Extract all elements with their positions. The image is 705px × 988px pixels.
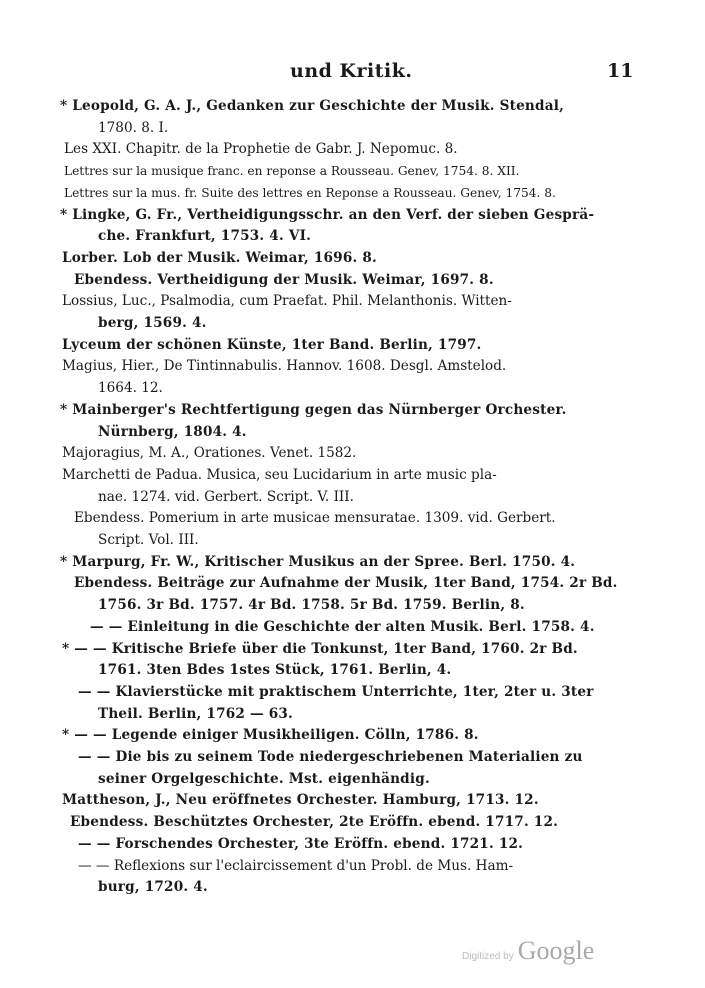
entry-line: * Mainberger's Rechtfertigung gegen das Nürnberger Orchester. bbox=[60, 402, 567, 418]
entry-line: Lossius, Luc., Psalmodia, cum Praefat. Phil. Melanthonis. Witten- bbox=[62, 293, 512, 309]
entry-line: Ebendess. Beschütztes Orchester, 2te Eröffn. ebend. 1717. 12. bbox=[70, 814, 559, 830]
entry-line: Lyceum der schönen Künste, 1ter Band. Berlin, 1797. bbox=[62, 337, 482, 353]
entry-line: * — — Legende einiger Musikheiligen. Cölln, 1786. 8. bbox=[62, 727, 479, 743]
entry-line: — — Forschendes Orchester, 3te Eröffn. ebend. 1721. 12. bbox=[78, 836, 524, 852]
entry-line: * Lingke, G. Fr., Vertheidigungsschr. an den Verf. der sieben Gesprä- bbox=[60, 207, 595, 223]
entry-line: — — Die bis zu seinem Tode niedergeschriebenen Materialien zu bbox=[78, 749, 583, 765]
entry-line: * Leopold, G. A. J., Gedanken zur Geschichte der Musik. Stendal, bbox=[60, 98, 565, 114]
running-title: und Kritik. bbox=[290, 60, 413, 82]
page-number: 11 bbox=[607, 60, 634, 82]
entry-line: Theil. Berlin, 1762 — 63. bbox=[98, 706, 293, 722]
entry-line: Lettres sur la mus. fr. Suite des lettres en Reponse a Rousseau. Genev, 1754. 8. bbox=[64, 186, 556, 200]
entry-line: burg, 1720. 4. bbox=[98, 879, 208, 895]
entry-line: Ebendess. Beiträge zur Aufnahme der Musik, 1ter Band, 1754. 2r Bd. bbox=[74, 575, 618, 591]
entry-line: Magius, Hier., De Tintinnabulis. Hannov. 1608. Desgl. Amstelod. bbox=[62, 358, 507, 374]
entry-line: Nürnberg, 1804. 4. bbox=[98, 424, 247, 440]
entry-line: Les XXI. Chapitr. de la Prophetie de Gabr. J. Nepomuc. 8. bbox=[64, 141, 458, 157]
entry-line: Lettres sur la musique franc. en reponse a Rousseau. Genev, 1754. 8. XII. bbox=[64, 164, 520, 178]
digitized-label: Digitized by bbox=[462, 951, 514, 962]
entry-line: Majoragius, M. A., Orationes. Venet. 1582. bbox=[62, 445, 357, 461]
entry-line: Ebendess. Pomerium in arte musicae mensuratae. 1309. vid. Gerbert. bbox=[74, 510, 556, 526]
digitized-watermark bbox=[462, 936, 594, 966]
entry-line: 1756. 3r Bd. 1757. 4r Bd. 1758. 5r Bd. 1759. Berlin, 8. bbox=[98, 597, 525, 613]
entry-line: — — Reflexions sur l'eclaircissement d'un Probl. de Mus. Ham- bbox=[78, 858, 514, 874]
entry-line: — — Klavierstücke mit praktischem Unterrichte, 1ter, 2ter u. 3ter bbox=[78, 684, 594, 700]
entry-line: 1664. 12. bbox=[98, 380, 163, 396]
entry-line: Mattheson, J., Neu eröffnetes Orchester. Hamburg, 1713. 12. bbox=[62, 792, 539, 808]
entry-line: * — — Kritische Briefe über die Tonkunst, 1ter Band, 1760. 2r Bd. bbox=[62, 641, 578, 657]
entry-line: Ebendess. Vertheidigung der Musik. Weimar, 1697. 8. bbox=[74, 272, 494, 288]
entry-line: 1780. 8. I. bbox=[98, 120, 169, 136]
entry-line: Marchetti de Padua. Musica, seu Lucidarium in arte music pla- bbox=[62, 467, 497, 483]
entry-line: Lorber. Lob der Musik. Weimar, 1696. 8. bbox=[62, 250, 377, 266]
entry-line: berg, 1569. 4. bbox=[98, 315, 207, 331]
entry-line: 1761. 3ten Bdes 1stes Stück, 1761. Berlin, 4. bbox=[98, 662, 452, 678]
page-header bbox=[0, 60, 705, 88]
entry-line: che. Frankfurt, 1753. 4. VI. bbox=[98, 228, 312, 244]
entry-line: Script. Vol. III. bbox=[98, 532, 199, 548]
google-logo: Google bbox=[517, 936, 595, 965]
entry-line: * Marpurg, Fr. W., Kritischer Musikus an der Spree. Berl. 1750. 4. bbox=[60, 554, 576, 570]
entry-line: nae. 1274. vid. Gerbert. Script. V. III. bbox=[98, 489, 354, 505]
entry-line: seiner Orgelgeschichte. Mst. eigenhändig. bbox=[98, 771, 430, 787]
entry-line: — — Einleitung in die Geschichte der alten Musik. Berl. 1758. 4. bbox=[90, 619, 595, 635]
